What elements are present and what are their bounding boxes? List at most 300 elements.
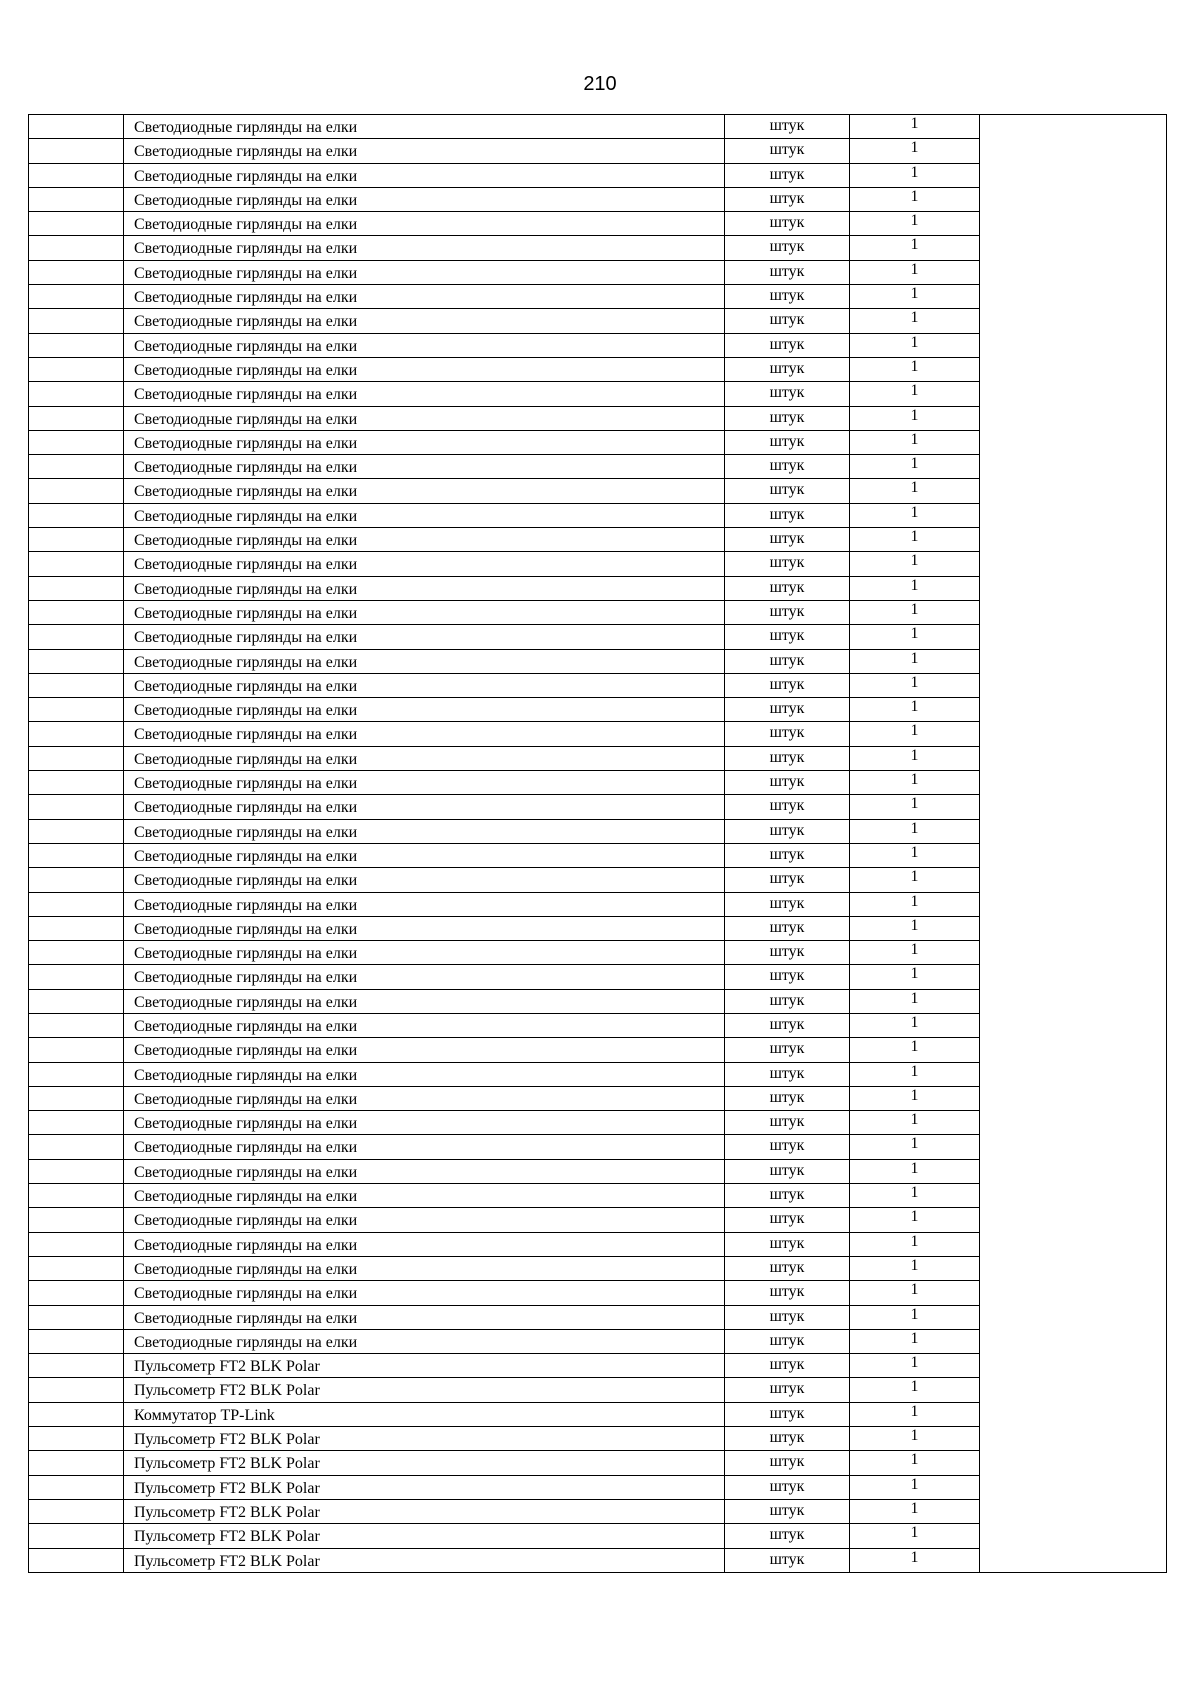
table-row xyxy=(29,382,1167,406)
item-name-cell: Светодиодные гирлянды на елки xyxy=(124,528,725,552)
unit-cell: штук xyxy=(725,309,850,333)
note-cell xyxy=(980,1256,1167,1280)
quantity-cell: 1 xyxy=(850,941,980,965)
note-cell xyxy=(980,285,1167,309)
row-number-cell xyxy=(29,1475,124,1499)
note-cell xyxy=(980,1402,1167,1426)
note-cell xyxy=(980,1329,1167,1353)
table-row xyxy=(29,625,1167,649)
unit-cell: штук xyxy=(725,868,850,892)
unit-cell: штук xyxy=(725,1256,850,1280)
quantity-cell: 1 xyxy=(850,1159,980,1183)
table-row xyxy=(29,1378,1167,1402)
table-row xyxy=(29,1354,1167,1378)
note-cell xyxy=(980,455,1167,479)
row-number-cell xyxy=(29,479,124,503)
item-name-cell: Пульсометр FT2 BLK Polar xyxy=(124,1378,725,1402)
row-number-cell xyxy=(29,965,124,989)
table-row xyxy=(29,771,1167,795)
unit-cell: штук xyxy=(725,649,850,673)
row-number-cell xyxy=(29,1548,124,1572)
table-row xyxy=(29,1159,1167,1183)
unit-cell: штук xyxy=(725,698,850,722)
quantity-cell: 1 xyxy=(850,528,980,552)
row-number-cell xyxy=(29,552,124,576)
item-name-cell: Светодиодные гирлянды на елки xyxy=(124,260,725,284)
item-name-cell: Светодиодные гирлянды на елки xyxy=(124,309,725,333)
table-row xyxy=(29,576,1167,600)
unit-cell: штук xyxy=(725,819,850,843)
table-row xyxy=(29,843,1167,867)
row-number-cell xyxy=(29,600,124,624)
item-name-cell: Светодиодные гирлянды на елки xyxy=(124,1256,725,1280)
unit-cell: штук xyxy=(725,1378,850,1402)
table-row xyxy=(29,1232,1167,1256)
table-row xyxy=(29,1451,1167,1475)
table-row xyxy=(29,1111,1167,1135)
unit-cell: штук xyxy=(725,1159,850,1183)
item-name-cell: Светодиодные гирлянды на елки xyxy=(124,625,725,649)
quantity-cell: 1 xyxy=(850,819,980,843)
quantity-cell: 1 xyxy=(850,503,980,527)
unit-cell: штук xyxy=(725,260,850,284)
unit-cell: штук xyxy=(725,139,850,163)
unit-cell: штук xyxy=(725,1086,850,1110)
row-number-cell xyxy=(29,771,124,795)
item-name-cell: Светодиодные гирлянды на елки xyxy=(124,333,725,357)
quantity-cell: 1 xyxy=(850,1305,980,1329)
table-row xyxy=(29,1402,1167,1426)
unit-cell: штук xyxy=(725,1281,850,1305)
note-cell xyxy=(980,1475,1167,1499)
row-number-cell xyxy=(29,892,124,916)
note-cell xyxy=(980,892,1167,916)
unit-cell: штук xyxy=(725,382,850,406)
row-number-cell xyxy=(29,1184,124,1208)
item-name-cell: Светодиодные гирлянды на елки xyxy=(124,965,725,989)
item-name-cell: Светодиодные гирлянды на елки xyxy=(124,212,725,236)
item-name-cell: Пульсометр FT2 BLK Polar xyxy=(124,1499,725,1523)
row-number-cell xyxy=(29,1232,124,1256)
item-name-cell: Светодиодные гирлянды на елки xyxy=(124,1135,725,1159)
row-number-cell xyxy=(29,673,124,697)
quantity-cell: 1 xyxy=(850,285,980,309)
note-cell xyxy=(980,625,1167,649)
quantity-cell: 1 xyxy=(850,1013,980,1037)
item-name-cell: Светодиодные гирлянды на елки xyxy=(124,430,725,454)
note-cell xyxy=(980,212,1167,236)
quantity-cell: 1 xyxy=(850,1208,980,1232)
table-row xyxy=(29,649,1167,673)
note-cell xyxy=(980,115,1167,139)
item-name-cell: Светодиодные гирлянды на елки xyxy=(124,357,725,381)
table-row xyxy=(29,868,1167,892)
item-name-cell: Пульсометр FT2 BLK Polar xyxy=(124,1524,725,1548)
row-number-cell xyxy=(29,1281,124,1305)
table-row xyxy=(29,115,1167,139)
note-cell xyxy=(980,357,1167,381)
item-name-cell: Светодиодные гирлянды на елки xyxy=(124,503,725,527)
inventory-table xyxy=(28,114,1167,1573)
table-row xyxy=(29,1329,1167,1353)
quantity-cell: 1 xyxy=(850,989,980,1013)
note-cell xyxy=(980,1427,1167,1451)
unit-cell: штук xyxy=(725,843,850,867)
row-number-cell xyxy=(29,1354,124,1378)
note-cell xyxy=(980,479,1167,503)
note-cell xyxy=(980,1184,1167,1208)
note-cell xyxy=(980,528,1167,552)
note-cell xyxy=(980,1451,1167,1475)
item-name-cell: Светодиодные гирлянды на елки xyxy=(124,1329,725,1353)
quantity-cell: 1 xyxy=(850,430,980,454)
quantity-cell: 1 xyxy=(850,1111,980,1135)
note-cell xyxy=(980,795,1167,819)
note-cell xyxy=(980,600,1167,624)
unit-cell: штук xyxy=(725,916,850,940)
note-cell xyxy=(980,1499,1167,1523)
quantity-cell: 1 xyxy=(850,1475,980,1499)
quantity-cell: 1 xyxy=(850,1354,980,1378)
item-name-cell: Коммутатор TP-Link xyxy=(124,1402,725,1426)
unit-cell: штук xyxy=(725,673,850,697)
unit-cell: штук xyxy=(725,1232,850,1256)
unit-cell: штук xyxy=(725,212,850,236)
table-row xyxy=(29,139,1167,163)
row-number-cell xyxy=(29,916,124,940)
row-number-cell xyxy=(29,430,124,454)
note-cell xyxy=(980,406,1167,430)
quantity-cell: 1 xyxy=(850,115,980,139)
item-name-cell: Светодиодные гирлянды на елки xyxy=(124,382,725,406)
table-row xyxy=(29,965,1167,989)
item-name-cell: Пульсометр FT2 BLK Polar xyxy=(124,1548,725,1572)
table-row xyxy=(29,916,1167,940)
row-number-cell xyxy=(29,139,124,163)
unit-cell: штук xyxy=(725,965,850,989)
row-number-cell xyxy=(29,795,124,819)
table-row xyxy=(29,309,1167,333)
table-row xyxy=(29,503,1167,527)
row-number-cell xyxy=(29,576,124,600)
unit-cell: штук xyxy=(725,1402,850,1426)
table-row xyxy=(29,212,1167,236)
page-number: 210 xyxy=(583,73,617,95)
item-name-cell: Светодиодные гирлянды на елки xyxy=(124,868,725,892)
quantity-cell: 1 xyxy=(850,1281,980,1305)
unit-cell: штук xyxy=(725,285,850,309)
item-name-cell: Светодиодные гирлянды на елки xyxy=(124,576,725,600)
quantity-cell: 1 xyxy=(850,333,980,357)
quantity-cell: 1 xyxy=(850,236,980,260)
quantity-cell: 1 xyxy=(850,357,980,381)
row-number-cell xyxy=(29,236,124,260)
note-cell xyxy=(980,916,1167,940)
row-number-cell xyxy=(29,357,124,381)
unit-cell: штук xyxy=(725,528,850,552)
item-name-cell: Светодиодные гирлянды на елки xyxy=(124,1232,725,1256)
row-number-cell xyxy=(29,1159,124,1183)
unit-cell: штук xyxy=(725,1062,850,1086)
table-row xyxy=(29,479,1167,503)
unit-cell: штук xyxy=(725,625,850,649)
note-cell xyxy=(980,333,1167,357)
quantity-cell: 1 xyxy=(850,892,980,916)
note-cell xyxy=(980,1281,1167,1305)
table-row xyxy=(29,673,1167,697)
row-number-cell xyxy=(29,406,124,430)
row-number-cell xyxy=(29,1427,124,1451)
quantity-cell: 1 xyxy=(850,1402,980,1426)
item-name-cell: Пульсометр FT2 BLK Polar xyxy=(124,1427,725,1451)
unit-cell: штук xyxy=(725,1475,850,1499)
row-number-cell xyxy=(29,698,124,722)
row-number-cell xyxy=(29,722,124,746)
item-name-cell: Пульсометр FT2 BLK Polar xyxy=(124,1451,725,1475)
quantity-cell: 1 xyxy=(850,1427,980,1451)
table-row xyxy=(29,600,1167,624)
unit-cell: штук xyxy=(725,576,850,600)
item-name-cell: Светодиодные гирлянды на елки xyxy=(124,1111,725,1135)
item-name-cell: Светодиодные гирлянды на елки xyxy=(124,649,725,673)
quantity-cell: 1 xyxy=(850,309,980,333)
note-cell xyxy=(980,722,1167,746)
quantity-cell: 1 xyxy=(850,406,980,430)
quantity-cell: 1 xyxy=(850,795,980,819)
row-number-cell xyxy=(29,649,124,673)
table-row xyxy=(29,795,1167,819)
table-row xyxy=(29,819,1167,843)
quantity-cell: 1 xyxy=(850,187,980,211)
quantity-cell: 1 xyxy=(850,868,980,892)
table-row xyxy=(29,528,1167,552)
quantity-cell: 1 xyxy=(850,698,980,722)
note-cell xyxy=(980,1548,1167,1572)
unit-cell: штук xyxy=(725,722,850,746)
item-name-cell: Светодиодные гирлянды на елки xyxy=(124,1281,725,1305)
table-row xyxy=(29,552,1167,576)
item-name-cell: Светодиодные гирлянды на елки xyxy=(124,1086,725,1110)
quantity-cell: 1 xyxy=(850,479,980,503)
item-name-cell: Светодиодные гирлянды на елки xyxy=(124,771,725,795)
item-name-cell: Светодиодные гирлянды на елки xyxy=(124,916,725,940)
unit-cell: штук xyxy=(725,746,850,770)
item-name-cell: Светодиодные гирлянды на елки xyxy=(124,941,725,965)
item-name-cell: Пульсометр FT2 BLK Polar xyxy=(124,1354,725,1378)
unit-cell: штук xyxy=(725,430,850,454)
unit-cell: штук xyxy=(725,479,850,503)
row-number-cell xyxy=(29,1499,124,1523)
table-row xyxy=(29,357,1167,381)
item-name-cell: Светодиодные гирлянды на елки xyxy=(124,139,725,163)
table-row xyxy=(29,1475,1167,1499)
unit-cell: штук xyxy=(725,406,850,430)
note-cell xyxy=(980,1354,1167,1378)
row-number-cell xyxy=(29,1256,124,1280)
unit-cell: штук xyxy=(725,503,850,527)
note-cell xyxy=(980,1038,1167,1062)
row-number-cell xyxy=(29,1086,124,1110)
quantity-cell: 1 xyxy=(850,1378,980,1402)
table-row xyxy=(29,1013,1167,1037)
note-cell xyxy=(980,187,1167,211)
row-number-cell xyxy=(29,115,124,139)
note-cell xyxy=(980,819,1167,843)
quantity-cell: 1 xyxy=(850,746,980,770)
quantity-cell: 1 xyxy=(850,1232,980,1256)
note-cell xyxy=(980,1208,1167,1232)
row-number-cell xyxy=(29,1135,124,1159)
item-name-cell: Светодиодные гирлянды на елки xyxy=(124,698,725,722)
note-cell xyxy=(980,1111,1167,1135)
quantity-cell: 1 xyxy=(850,1451,980,1475)
table-row xyxy=(29,722,1167,746)
note-cell xyxy=(980,1524,1167,1548)
quantity-cell: 1 xyxy=(850,455,980,479)
note-cell xyxy=(980,746,1167,770)
item-name-cell: Светодиодные гирлянды на елки xyxy=(124,236,725,260)
note-cell xyxy=(980,1013,1167,1037)
quantity-cell: 1 xyxy=(850,1062,980,1086)
table-row xyxy=(29,1086,1167,1110)
note-cell xyxy=(980,430,1167,454)
quantity-cell: 1 xyxy=(850,916,980,940)
table-row xyxy=(29,333,1167,357)
row-number-cell xyxy=(29,528,124,552)
quantity-cell: 1 xyxy=(850,260,980,284)
unit-cell: штук xyxy=(725,989,850,1013)
table-row xyxy=(29,746,1167,770)
row-number-cell xyxy=(29,285,124,309)
quantity-cell: 1 xyxy=(850,1038,980,1062)
quantity-cell: 1 xyxy=(850,1524,980,1548)
unit-cell: штук xyxy=(725,455,850,479)
table-row xyxy=(29,989,1167,1013)
unit-cell: штук xyxy=(725,1524,850,1548)
unit-cell: штук xyxy=(725,941,850,965)
row-number-cell xyxy=(29,455,124,479)
quantity-cell: 1 xyxy=(850,1329,980,1353)
unit-cell: штук xyxy=(725,795,850,819)
table-row xyxy=(29,430,1167,454)
note-cell xyxy=(980,843,1167,867)
row-number-cell xyxy=(29,212,124,236)
quantity-cell: 1 xyxy=(850,163,980,187)
row-number-cell xyxy=(29,1038,124,1062)
quantity-cell: 1 xyxy=(850,552,980,576)
unit-cell: штук xyxy=(725,1548,850,1572)
item-name-cell: Светодиодные гирлянды на елки xyxy=(124,892,725,916)
note-cell xyxy=(980,552,1167,576)
note-cell xyxy=(980,576,1167,600)
item-name-cell: Светодиодные гирлянды на елки xyxy=(124,406,725,430)
row-number-cell xyxy=(29,989,124,1013)
note-cell xyxy=(980,260,1167,284)
table-row xyxy=(29,1184,1167,1208)
note-cell xyxy=(980,989,1167,1013)
row-number-cell xyxy=(29,1062,124,1086)
item-name-cell: Светодиодные гирлянды на елки xyxy=(124,1159,725,1183)
note-cell xyxy=(980,1135,1167,1159)
unit-cell: штук xyxy=(725,600,850,624)
row-number-cell xyxy=(29,163,124,187)
unit-cell: штук xyxy=(725,163,850,187)
note-cell xyxy=(980,673,1167,697)
table-row xyxy=(29,1499,1167,1523)
item-name-cell: Светодиодные гирлянды на елки xyxy=(124,819,725,843)
item-name-cell: Светодиодные гирлянды на елки xyxy=(124,746,725,770)
row-number-cell xyxy=(29,1111,124,1135)
item-name-cell: Светодиодные гирлянды на елки xyxy=(124,163,725,187)
row-number-cell xyxy=(29,1208,124,1232)
note-cell xyxy=(980,503,1167,527)
note-cell xyxy=(980,1378,1167,1402)
table-row xyxy=(29,1208,1167,1232)
item-name-cell: Светодиодные гирлянды на елки xyxy=(124,1305,725,1329)
item-name-cell: Светодиодные гирлянды на елки xyxy=(124,552,725,576)
note-cell xyxy=(980,698,1167,722)
table-row xyxy=(29,260,1167,284)
quantity-cell: 1 xyxy=(850,1135,980,1159)
note-cell xyxy=(980,1232,1167,1256)
item-name-cell: Пульсометр FT2 BLK Polar xyxy=(124,1475,725,1499)
item-name-cell: Светодиодные гирлянды на елки xyxy=(124,989,725,1013)
unit-cell: штук xyxy=(725,1305,850,1329)
item-name-cell: Светодиодные гирлянды на елки xyxy=(124,1038,725,1062)
note-cell xyxy=(980,1086,1167,1110)
row-number-cell xyxy=(29,1378,124,1402)
row-number-cell xyxy=(29,1305,124,1329)
unit-cell: штук xyxy=(725,771,850,795)
table-row xyxy=(29,406,1167,430)
note-cell xyxy=(980,941,1167,965)
unit-cell: штук xyxy=(725,1013,850,1037)
quantity-cell: 1 xyxy=(850,673,980,697)
table-row xyxy=(29,163,1167,187)
item-name-cell: Светодиодные гирлянды на елки xyxy=(124,600,725,624)
note-cell xyxy=(980,868,1167,892)
row-number-cell xyxy=(29,1013,124,1037)
unit-cell: штук xyxy=(725,1184,850,1208)
unit-cell: штук xyxy=(725,1329,850,1353)
table-row xyxy=(29,1135,1167,1159)
row-number-cell xyxy=(29,187,124,211)
row-number-cell xyxy=(29,868,124,892)
table-row xyxy=(29,1038,1167,1062)
table-row xyxy=(29,285,1167,309)
quantity-cell: 1 xyxy=(850,843,980,867)
note-cell xyxy=(980,139,1167,163)
row-number-cell xyxy=(29,819,124,843)
unit-cell: штук xyxy=(725,1111,850,1135)
unit-cell: штук xyxy=(725,115,850,139)
table-row xyxy=(29,1305,1167,1329)
table-row xyxy=(29,1256,1167,1280)
row-number-cell xyxy=(29,843,124,867)
item-name-cell: Светодиодные гирлянды на елки xyxy=(124,479,725,503)
quantity-cell: 1 xyxy=(850,139,980,163)
note-cell xyxy=(980,1159,1167,1183)
unit-cell: штук xyxy=(725,1135,850,1159)
table-row xyxy=(29,1524,1167,1548)
quantity-cell: 1 xyxy=(850,625,980,649)
table-row xyxy=(29,698,1167,722)
item-name-cell: Светодиодные гирлянды на елки xyxy=(124,115,725,139)
unit-cell: штук xyxy=(725,187,850,211)
row-number-cell xyxy=(29,1402,124,1426)
unit-cell: штук xyxy=(725,357,850,381)
quantity-cell: 1 xyxy=(850,1499,980,1523)
